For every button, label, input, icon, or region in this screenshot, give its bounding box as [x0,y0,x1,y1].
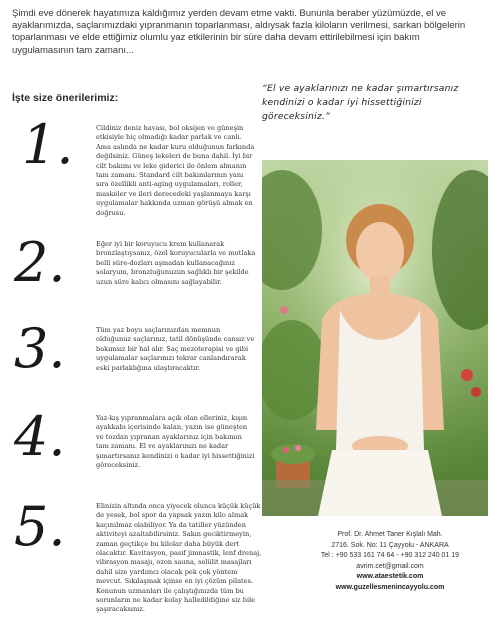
contact-email[interactable]: avrim.cet@gmail.com [356,562,424,570]
portrait-illustration [262,160,488,516]
item-number-2: 2. [14,231,66,294]
contact-website-2[interactable]: www.guzellesmenincayyolu.com [335,583,445,591]
contact-name: Prof. Dr. Ahmet Taner Kışlalı Mah. [337,531,443,538]
item-text-4: Yaz-kış yıpranmalara açık olan elleriniz, kışın ayakkabı içerisinde kalan, yazın ise güneşten ve tozdan yıpranan ayaklarınız için bakımın tam zamanı. El ve ayaklarınızı ne kadar şımartırsanız kendinizi o kadar iyi hissettiğinizi göreceksiniz. [96,414,255,470]
contact-website-1[interactable]: www.ataestetik.com [356,573,424,580]
intro-paragraph: Şimdi eve dönerek hayatımıza kaldığımız yerden devam etme vakti. Bununla beraber yüzümüzde, el ve ayaklarımızda, saçlarımızdaki yıpranmanın toparlanması, aldıysak fazla kiloların verilmesi, sarkan bölgelerin toparlanması ve elde ettiğimiz olumlu yaz etkilerinin bir süre daha devam ettirilebilmesi için bakım uygulamasının tam zamanı... [12,8,466,56]
suggestions-heading: İşte size önerilerimiz: [12,92,119,104]
contact-block [290,530,490,593]
item-number-5: 5. [14,495,66,558]
pull-quote: “El ve ayaklarınızı ne kadar şımartırsanız kendinizi o kadar iyi hissettiğinizi göreceksiniz.” [262,83,459,122]
contact-phone: Tel : +90 533 161 74 64 - +90 312 240 01 19 [320,552,460,559]
item-text-2: Eğer iyi bir koruyucu krem kullanarak bronzlaştıysanız, özel koruyucularla ve mutlaka belli süre-dozları aşmadan kullanacağınız solaryum, bronzluğunuzun sağlıklı bir şekilde uzun süre kalıcı olmasını sağlayabilir. [96,240,256,286]
contact-address: 2716. Sok. No: 11 Çayyolu - ANKARA [331,541,449,549]
item-number-4: 4. [14,405,66,468]
item-text-3: Tüm yaz boyu saçlarınızdan memnun olduğunuz saçlarınız, tatil dönüşünde cansız ve bakımsız bir hal alır. Saç mezoterapisi ve gibi uygulamalar saçlarınızı tekrar canlandırarak eski parlaklığına ulaştıracaktır. [96,326,255,372]
item-number-3: 3. [14,317,66,380]
item-text-1: Cildiniz deniz havası, bol oksijen ve güneşin etkisiyle hiç olmadığı kadar parlak ve canlı. Ama aslında ne kadar kuru olduğunun farkında değilsiniz. Güneş lekeleri de buna dahil. İyi bir cilt bakımı ve leke giderici ile önlem almanın tam zamanı. Standard cilt bakımlarının yanı sıra özellikli anti-aging uygulamaları, roller, maskeler ve ileri derecedeki yaşlanmaya karşı uygulamalar hakkında uzman görüşü almak en doğrusu. [96,124,255,217]
portrait-photo [262,160,488,516]
item-text-5: Elinizin altında onca yiyecek olunca küçük küçük de yesek, bol spor da yapsak yazın kilo almak kaçınılmaz olabiliyor. Ya da tatiller yüzünden aktiviteyi azaltabilirsiniz. Sakın geciktirmeyin, zaman geçtikçe bu kilolar daha büyük dert olacaktır. Kavitasyon, pasif jimnastik, lenf drenaj, vibrasyon masajı, ozon sauna, selülit masajları dahil size yardımcı olacak pek çok yöntem mevcut. Sıkılaşmak içinse en iyi çözüm pilates. Konunun uzmanları ile çalıştığınızda tüm bu sorunların ne kadar kolay halledildiğine siz bile şaşıracaksınız. [96,502,262,614]
item-number-1: 1. [22,113,74,176]
